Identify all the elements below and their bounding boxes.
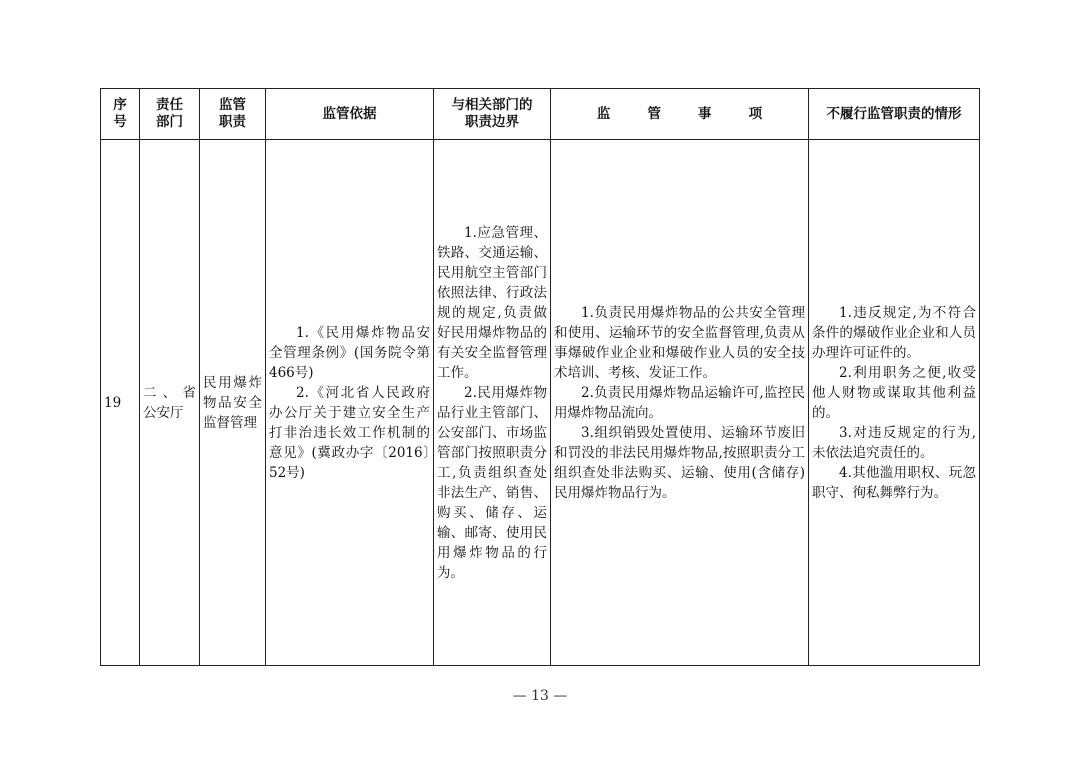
table-row bbox=[101, 140, 980, 666]
matters-item: 3.组织销毁处置使用、运输环节废旧和罚没的非法民用爆炸物品,按照职责分工组织查处非法购买、运输、使用(含储存)民用爆炸物品行为。 bbox=[554, 424, 805, 501]
boundary-item: 2.民用爆炸物品行业主管部门、公安部门、市场监管部门按照职责分工,负责组织查处非法生产、销售、购买、储存、运输、邮寄、使用民用爆炸物品的行为。 bbox=[437, 384, 547, 581]
header-duty: 监管 职责 bbox=[200, 89, 266, 140]
header-dept: 责任 部门 bbox=[140, 89, 200, 140]
header-matters: 监 管 事 项 bbox=[551, 89, 809, 140]
cell-boundary bbox=[434, 140, 551, 666]
cell-seq: 19 bbox=[101, 140, 140, 666]
failure-item: 4.其他滥用职权、玩忽职守、徇私舞弊行为。 bbox=[812, 464, 976, 501]
header-failure: 不履行监管职责的情形 bbox=[809, 89, 980, 140]
failure-item: 3.对违反规定的行为,未依法追究责任的。 bbox=[812, 424, 976, 461]
failure-item: 1.违反规定,为不符合条件的爆破作业企业和人员办理许可证件的。 bbox=[812, 304, 976, 361]
matters-item: 2.负责民用爆炸物品运输许可,监控民用爆炸物品流向。 bbox=[554, 384, 805, 421]
cell-matters bbox=[551, 140, 809, 666]
failure-item: 2.利用职务之便,收受他人财物或谋取其他利益的。 bbox=[812, 364, 976, 421]
cell-basis bbox=[266, 140, 434, 666]
boundary-item: 1.应急管理、铁路、交通运输、民用航空主管部门依照法律、行政法规的规定,负责做好民用爆炸物品的有关安全监督管理工作。 bbox=[437, 224, 547, 381]
header-basis: 监管依据 bbox=[266, 89, 434, 140]
cell-failure bbox=[809, 140, 980, 666]
page-number: — 13 — bbox=[512, 688, 568, 704]
table-header bbox=[101, 89, 980, 140]
basis-item: 2.《河北省人民政府办公厅关于建立安全生产打非治违长效工作机制的意见》(冀政办字〔2016〕52号) bbox=[269, 384, 430, 481]
cell-dept: 二、省公安厅 bbox=[140, 140, 200, 666]
header-row bbox=[101, 89, 980, 140]
header-boundary: 与相关部门的 职责边界 bbox=[434, 89, 551, 140]
duty-table bbox=[100, 88, 980, 666]
header-seq: 序 号 bbox=[101, 89, 140, 140]
cell-duty: 民用爆炸物品安全监督管理 bbox=[200, 140, 266, 666]
matters-item: 1.负责民用爆炸物品的公共安全管理和使用、运输环节的安全监督管理,负责从事爆破作业企业和爆破作业人员的安全技术培训、考核、发证工作。 bbox=[554, 304, 805, 381]
basis-item: 1.《民用爆炸物品安全管理条例》(国务院令第466号) bbox=[269, 324, 430, 381]
